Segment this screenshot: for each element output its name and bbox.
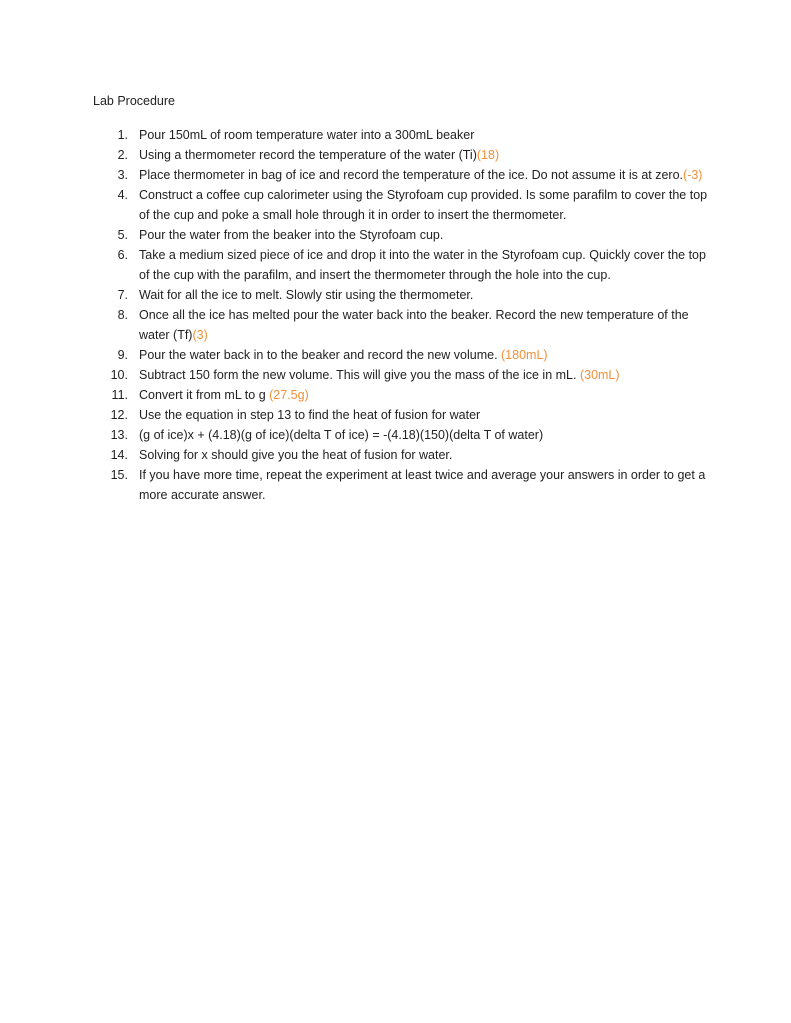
step-text: If you have more time, repeat the experiment at least twice and average your answers in order to get a more accurate answer.: [139, 468, 706, 502]
step-text: Wait for all the ice to melt. Slowly stir using the thermometer.: [139, 288, 474, 302]
procedure-step: [0, 245, 791, 285]
procedure-step: [0, 365, 791, 385]
step-number: 12.: [110, 408, 128, 422]
step-number: 10.: [110, 368, 128, 382]
step-text: Solving for x should give you the heat of fusion for water.: [139, 448, 453, 462]
procedure-step: [0, 225, 791, 245]
step-number: 9.: [117, 348, 128, 362]
step-text: Subtract 150 form the new volume. This will give you the mass of the ice in mL.: [139, 368, 580, 382]
step-text: (g of ice)x + (4.18)(g of ice)(delta T of ice) = -(4.18)(150)(delta T of water): [139, 428, 544, 442]
step-text: Once all the ice has melted pour the water back into the beaker. Record the new temperature of the water (Tf): [139, 308, 689, 342]
step-answer: (3): [192, 328, 208, 342]
step-number: 15.: [110, 468, 128, 482]
step-answer: (30mL): [579, 368, 620, 382]
step-number: 1.: [117, 128, 128, 142]
document-title: Lab Procedure: [93, 94, 176, 108]
step-number: 6.: [117, 248, 128, 262]
step-text: Construct a coffee cup calorimeter using the Styrofoam cup provided. Is some parafilm to cover the top of the cup and poke a small hole through it in order to insert the thermometer.: [139, 188, 708, 222]
step-number: 5.: [117, 228, 128, 242]
procedure-step: [0, 305, 791, 345]
step-text: Using a thermometer record the temperature of the water (Ti): [139, 148, 477, 162]
step-number: 3.: [117, 168, 128, 182]
step-number: 8.: [117, 308, 128, 322]
step-number: 14.: [110, 448, 128, 462]
procedure-step: [0, 425, 791, 445]
procedure-step: [0, 165, 791, 185]
procedure-step: [0, 185, 791, 225]
step-number: 4.: [117, 188, 128, 202]
step-number: 11.: [111, 388, 128, 402]
procedure-step: [0, 385, 791, 405]
procedure-step: [0, 145, 791, 165]
step-number: 2.: [117, 148, 128, 162]
step-text: Pour the water back in to the beaker and record the new volume.: [139, 348, 502, 362]
step-text: Place thermometer in bag of ice and record the temperature of the ice. Do not assume it is at zero.: [139, 168, 684, 182]
procedure-list: [0, 125, 791, 505]
procedure-step: [0, 405, 791, 425]
step-text: Pour the water from the beaker into the Styrofoam cup.: [139, 228, 444, 242]
step-answer: (-3): [683, 168, 703, 182]
step-text: Take a medium sized piece of ice and drop it into the water in the Styrofoam cup. Quickly cover the top of the cup with the parafilm, and insert the thermometer through the hole into the cup.: [139, 248, 706, 282]
procedure-step: [0, 445, 791, 465]
step-number: 13.: [110, 428, 128, 442]
step-number: 7.: [117, 288, 128, 302]
step-answer: (27.5g): [269, 388, 309, 402]
procedure-step: [0, 465, 791, 505]
step-text: Convert it from mL to g: [139, 388, 270, 402]
step-answer: (180mL): [501, 348, 548, 362]
procedure-step: [0, 285, 791, 305]
procedure-step: [0, 125, 791, 145]
step-answer: (18): [476, 148, 500, 162]
step-text: Use the equation in step 13 to find the heat of fusion for water: [139, 408, 481, 422]
step-text: Pour 150mL of room temperature water into a 300mL beaker: [139, 128, 475, 142]
procedure-step: [0, 345, 791, 365]
